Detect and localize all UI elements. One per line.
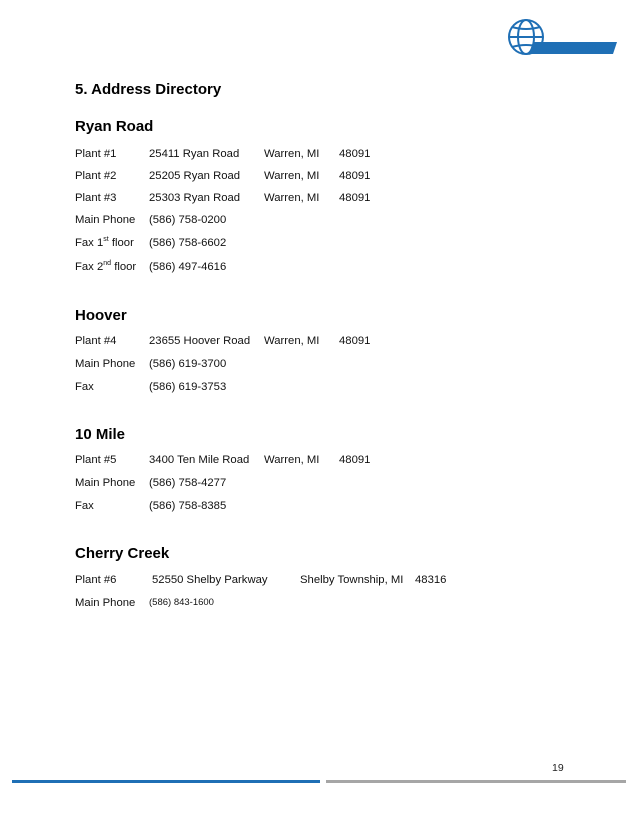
row-label: Plant #2 [75,170,117,182]
row-address: 25303 Ryan Road [149,192,241,204]
row-label: Fax [75,500,94,512]
directory-row [75,498,475,514]
row-label: Plant #5 [75,454,117,466]
row-address: 25205 Ryan Road [149,170,241,182]
row-zip: 48091 [339,170,371,182]
directory-row [75,475,475,491]
label-text: Fax 1 [75,237,104,249]
directory-row [75,452,475,468]
page-heading: 5. Address Directory [75,81,222,98]
row-label: Plant #3 [75,192,117,204]
row-city: Warren, MI [264,148,320,160]
directory-row [75,259,475,275]
row-label [75,259,136,275]
directory-row [75,356,475,372]
row-label: Plant #6 [75,574,117,586]
row-phone: (586) 758-6602 [149,237,227,249]
directory-row [75,379,475,395]
row-address: 52550 Shelby Parkway [152,574,268,586]
row-zip: 48091 [339,335,371,347]
label-superscript: nd [103,260,112,268]
globe-icon [505,14,621,60]
label-text: floor [108,237,134,249]
row-phone: (586) 758-4277 [149,477,227,489]
directory-row [75,168,475,184]
row-city: Shelby Township, MI [300,574,404,586]
label-text: floor [111,261,137,273]
paslin-logo [505,14,621,60]
row-city: Warren, MI [264,170,320,182]
page-number: 19 [552,762,564,774]
row-label [75,235,134,251]
row-zip: 48091 [339,148,371,160]
footer-rule-blue [12,780,320,783]
row-phone: (586) 758-0200 [149,214,227,226]
group-title-10-mile: 10 Mile [75,426,126,443]
label-superscript: st [103,236,109,244]
row-zip: 48091 [339,454,371,466]
label-text: Fax 2 [75,261,104,273]
row-fax: (586) 619-3753 [149,381,227,393]
row-phone: (586) 619-3700 [149,358,227,370]
row-label: Plant #1 [75,148,117,160]
row-address: 23655 Hoover Road [149,335,251,347]
directory-row [75,333,475,349]
group-title-ryan-road: Ryan Road [75,118,154,135]
row-zip: 48091 [339,192,371,204]
row-city: Warren, MI [264,454,320,466]
row-label: Main Phone [75,358,136,370]
row-label: Main Phone [75,214,136,226]
row-address: 3400 Ten Mile Road [149,454,250,466]
row-label: Main Phone [75,477,136,489]
directory-row [75,572,495,588]
row-city: Warren, MI [264,335,320,347]
row-label: Main Phone [75,597,136,609]
row-zip: 48316 [415,574,447,586]
footer-rule-gray [326,780,626,783]
row-city: Warren, MI [264,192,320,204]
row-phone: (586) 497-4616 [149,261,227,273]
group-title-hoover: Hoover [75,307,127,324]
row-label: Plant #4 [75,335,117,347]
directory-row [75,595,475,611]
logo-text: PASLIN [546,39,600,56]
directory-row [75,212,475,228]
row-label: Fax [75,381,94,393]
row-fax: (586) 758-8385 [149,500,227,512]
row-phone: (586) 843-1600 [149,597,214,608]
group-title-cherry-creek: Cherry Creek [75,545,170,562]
directory-row [75,190,475,206]
row-address: 25411 Ryan Road [149,148,240,160]
directory-row [75,146,475,162]
directory-row [75,235,475,251]
